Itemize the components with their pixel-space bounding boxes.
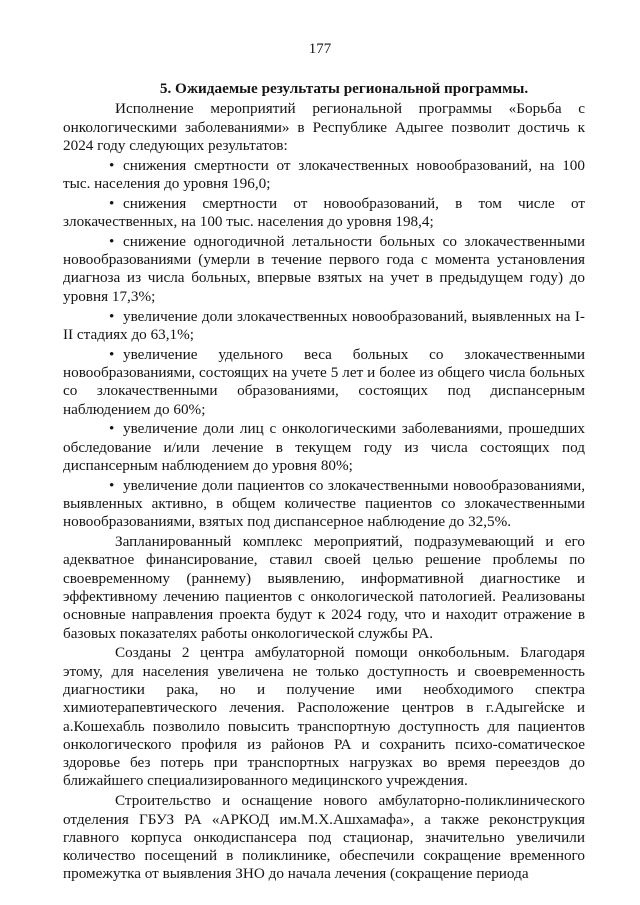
result-bullet	[63, 420, 585, 475]
bullet-icon: •	[109, 307, 115, 325]
result-bullet	[63, 477, 585, 532]
result-bullet	[63, 308, 585, 345]
bullet-text: увеличение доли злокачественных новообразований, выявленных на I-II стадиях до 63,1%;	[63, 307, 585, 343]
body-paragraph: Запланированный комплекс мероприятий, подразумевающий и его адекватное финансирование, ставил своей целью решение проблемы по своевременному (раннему) выявлению, информативной диагностике и эффективному лечению пациентов с онкологической патологией. Реализованы основные направления проекта будут к 2024 году, что и находит отражение в базовых показателях работы онкологической службы РА.	[63, 533, 585, 642]
page-content	[63, 80, 585, 885]
body-paragraph: Созданы 2 центра амбулаторной помощи онкобольным. Благодаря этому, для населения увеличена не только доступность и своевременность диагностики рака, но и получение ими необходимого спектра химиотерапевтического лечения. Расположение центров в г.Адыгейске и а.Кошехабль позволило повысить транспортную доступность для пациентов онкологического профиля из районов РА и сохранить психо-соматическое здоровье без потерь при транспортных нагрузках во время переездов до ближайшего специализированного медицинского учреждения.	[63, 644, 585, 790]
bullet-icon: •	[109, 156, 115, 174]
bullet-text: снижения смертности от злокачественных новообразований, на 100 тыс. населения до уровня 196,0;	[63, 156, 585, 192]
bullet-text: увеличение доли пациентов со злокачественными новообразованиями, выявленных активно, в общем количестве пациентов со злокачественными новообразованиями, взятых под диспансерное наблюдение до 32,5%.	[63, 476, 585, 531]
bullet-icon: •	[109, 345, 115, 363]
bullet-text: увеличение удельного веса больных со злокачественными новообразованиями, состоящих на учете 5 лет и более из общего числа больных со злокачественными образованиями, состоящих под диспансерным наблюдением до 60%;	[63, 345, 585, 418]
result-bullet	[63, 157, 585, 194]
bullet-text: снижение одногодичной летальности больных со злокачественными новообразованиями (умерли в течение первого года с момента установления диагноза из числа больных, впервые взятых на учет в предыдущем году) до уровня 17,3%;	[63, 232, 585, 305]
bullet-text: увеличение доли лиц с онкологическими заболеваниями, прошедших обследование и/или лечение в текущем году из числа состоящих под диспансерным наблюдением до уровня 80%;	[63, 420, 585, 474]
bullet-icon: •	[109, 420, 115, 438]
bullet-icon: •	[109, 476, 115, 494]
intro-paragraph: Исполнение мероприятий региональной программы «Борьба с онкологическими заболеваниями» в Республике Адыгее позволит достичь к 2024 году следующих результатов:	[63, 100, 585, 154]
bullet-text: снижения смертности от новообразований, в том числе от злокачественных, на 100 тыс. населения до уровня 198,4;	[63, 194, 585, 231]
result-bullet	[63, 346, 585, 419]
result-bullet	[63, 233, 585, 306]
section-heading: 5. Ожидаемые результаты региональной программы.	[159, 80, 529, 97]
body-paragraph: Строительство и оснащение нового амбулаторно-поликлинического отделения ГБУЗ РА «АРКОД им.М.Х.Ашхамафа», а также реконструкция главного корпуса онкодиспансера под стационар, значительно увеличили количество посещений в поликлинике, обеспечили сокращение временного промежутка от выявления ЗНО до начала лечения (сокращение периода	[63, 792, 585, 883]
page-number: 177	[308, 41, 332, 57]
bullet-icon: •	[109, 232, 115, 250]
bullet-icon: •	[109, 194, 115, 212]
result-bullet	[63, 195, 585, 232]
